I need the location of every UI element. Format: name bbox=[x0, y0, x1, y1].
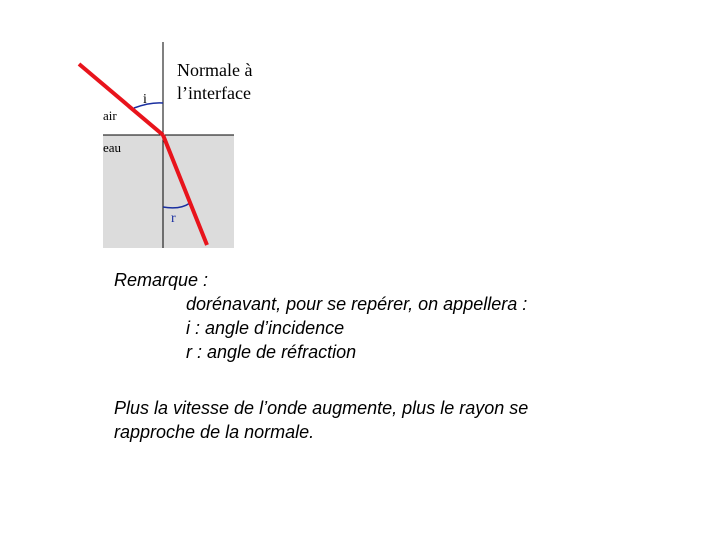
angle-r-label: r bbox=[171, 211, 176, 226]
air-label: air bbox=[103, 108, 117, 123]
normal-label-line1: Normale à bbox=[177, 60, 253, 80]
refraction-diagram bbox=[0, 0, 720, 260]
remark-line-3: r : angle de réfraction bbox=[186, 342, 357, 362]
remark-line-1: dorénavant, pour se repérer, on appellera : bbox=[186, 294, 528, 314]
incidence-angle-arc bbox=[134, 103, 163, 108]
eau-label: eau bbox=[103, 140, 122, 155]
normal-label-line2: l’interface bbox=[177, 83, 251, 103]
remark-title: Remarque : bbox=[114, 270, 209, 290]
incident-ray bbox=[79, 64, 163, 135]
remark-block bbox=[114, 268, 527, 364]
angle-i-label: i bbox=[143, 92, 147, 107]
conclusion-text: Plus la vitesse de l’onde augmente, plus le rayon se rapproche de la normale. bbox=[114, 398, 529, 442]
remark-line-2: i : angle d’incidence bbox=[186, 318, 345, 338]
